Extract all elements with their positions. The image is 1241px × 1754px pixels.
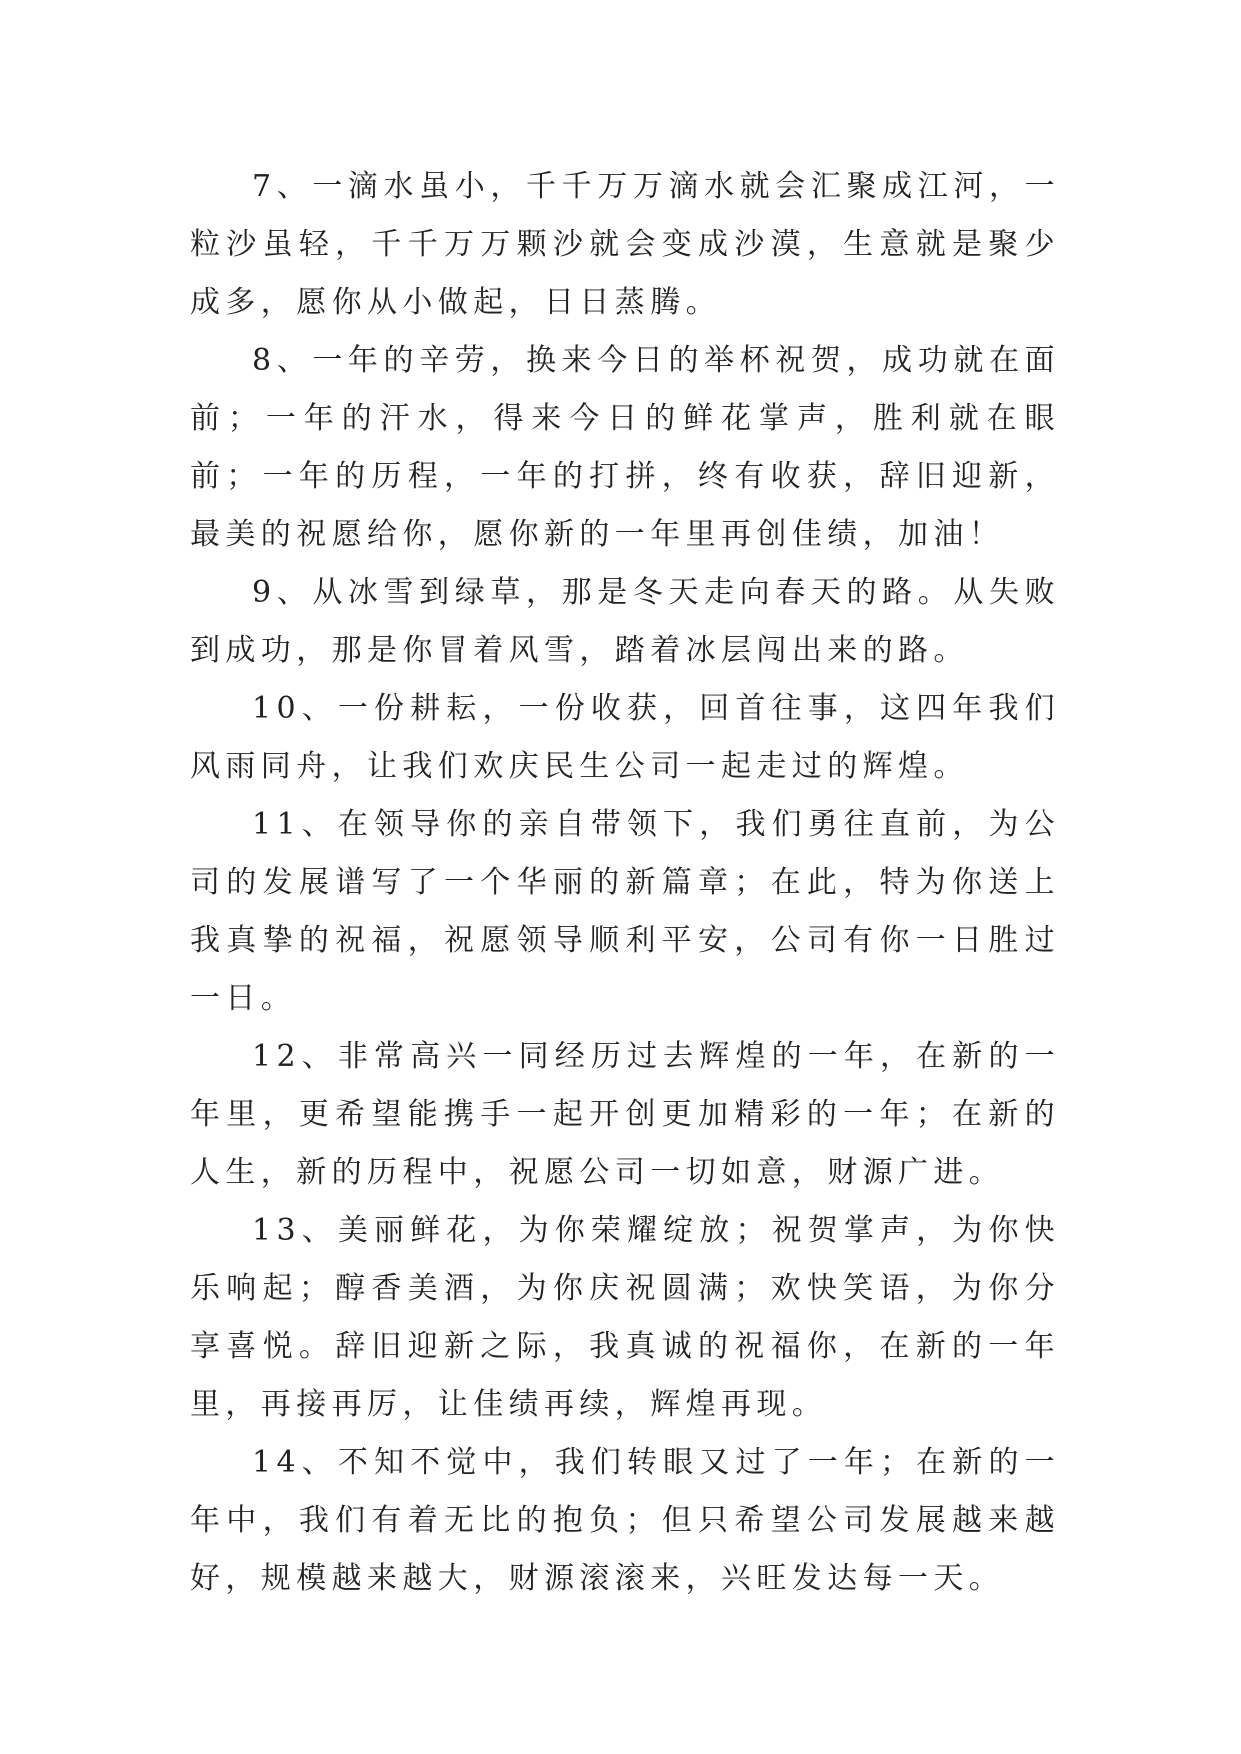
paragraph-7: 7、一滴水虽小，千千万万滴水就会汇聚成江河，一粒沙虽轻，千千万万颗沙就会变成沙漠，生意就是聚少成多，愿你从小做起，日日蒸腾。: [190, 169, 1060, 320]
document-body: [190, 158, 1060, 1608]
paragraph-14: 14、不知不觉中，我们转眼又过了一年；在新的一年中，我们有着无比的抱负；但只希望公司发展越来越好，规模越来越大，财源滚滚来，兴旺发达每一天。: [190, 1445, 1060, 1596]
paragraph-13: 13、美丽鲜花，为你荣耀绽放；祝贺掌声，为你快乐响起；醇香美酒，为你庆祝圆满；欢快笑语，为你分享喜悦。辞旧迎新之际，我真诚的祝福你，在新的一年里，再接再厉，让佳绩再续，辉煌再现。: [190, 1213, 1060, 1422]
paragraph-11: 11、在领导你的亲自带领下，我们勇往直前，为公司的发展谱写了一个华丽的新篇章；在此，特为你送上我真挚的祝福，祝愿领导顺利平安，公司有你一日胜过一日。: [190, 807, 1060, 1016]
paragraph-8: 8、一年的辛劳，换来今日的举杯祝贺，成功就在面前；一年的汗水，得来今日的鲜花掌声，胜利就在眼前；一年的历程，一年的打拼，终有收获，辞旧迎新，最美的祝愿给你，愿你新的一年里再创佳绩，加油！: [190, 343, 1060, 552]
paragraph-9: 9、从冰雪到绿草，那是冬天走向春天的路。从失败到成功，那是你冒着风雪，踏着冰层闯出来的路。: [190, 575, 1060, 668]
paragraph-10: 10、一份耕耘，一份收获，回首往事，这四年我们风雨同舟，让我们欢庆民生公司一起走过的辉煌。: [190, 691, 1060, 784]
paragraph-12: 12、非常高兴一同经历过去辉煌的一年，在新的一年里，更希望能携手一起开创更加精彩的一年；在新的人生，新的历程中，祝愿公司一切如意，财源广进。: [190, 1039, 1060, 1190]
